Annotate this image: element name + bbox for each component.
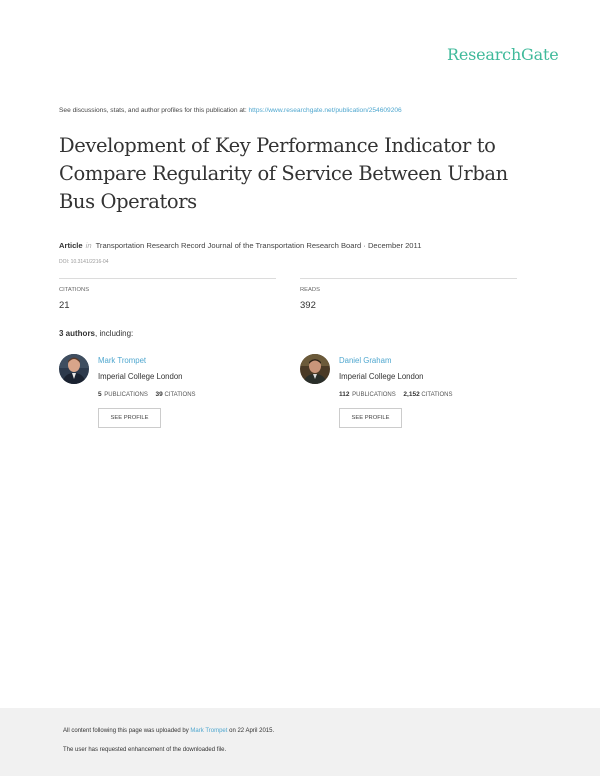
researchgate-logo[interactable]: ResearchGate — [447, 45, 559, 64]
author-publications-label: PUBLICATIONS — [352, 392, 396, 398]
author-citations-label: CITATIONS — [421, 392, 453, 398]
author-citations-label: CITATIONS — [164, 392, 196, 398]
discussions-text: See discussions, stats, and author profiles for this publication at: — [59, 107, 249, 114]
author-publications-label: PUBLICATIONS — [104, 392, 148, 398]
avatar[interactable] — [59, 354, 89, 384]
citations-count: 21 — [59, 300, 70, 311]
author-publications-count: 112 — [339, 391, 350, 398]
reads-count: 392 — [300, 300, 316, 311]
authors-count: 3 authors — [59, 329, 96, 338]
author-name[interactable]: Mark Trompet — [98, 356, 147, 365]
see-profile-button[interactable]: SEE PROFILE — [339, 408, 402, 428]
author-name[interactable]: Daniel Graham — [339, 356, 392, 365]
author-institution: Imperial College London — [339, 372, 424, 381]
footer — [0, 708, 600, 776]
author-card-mark-trompet — [59, 354, 279, 434]
article-doi: DOI: 10.3141/2216-04 — [59, 259, 109, 265]
author-citations-count: 39 — [155, 391, 163, 398]
citations-divider — [59, 278, 276, 279]
author-stats — [98, 391, 196, 398]
publication-title: Development of Key Performance Indicator to Compare Regularity of Service Between Urban Bus Operators — [59, 134, 508, 213]
author-publications-count: 5 — [98, 391, 102, 398]
authors-heading — [59, 329, 133, 338]
uploader-link[interactable]: Mark Trompet — [190, 728, 228, 734]
upload-suffix: on 22 April 2015. — [227, 728, 275, 734]
author-stats — [339, 391, 453, 398]
article-type: Article — [59, 241, 83, 250]
enhancement-notice: The user has requested enhancement of the downloaded file. — [63, 747, 227, 753]
article-in: in — [85, 241, 92, 250]
see-profile-button[interactable]: SEE PROFILE — [98, 408, 161, 428]
upload-prefix: All content following this page was uploaded by — [63, 728, 191, 734]
citations-label: CITATIONS — [59, 287, 90, 293]
avatar[interactable] — [300, 354, 330, 384]
upload-notice — [63, 728, 274, 734]
article-venue: Transportation Research Record Journal of the Transportation Research Board · December 2011 — [95, 241, 422, 250]
author-citations-count: 2,152 — [403, 391, 420, 398]
reads-label: READS — [300, 287, 320, 293]
publication-link[interactable]: https://www.researchgate.net/publication/254609206 — [248, 107, 402, 114]
reads-divider — [300, 278, 517, 279]
author-card-daniel-graham — [300, 354, 520, 434]
authors-suffix: , including: — [95, 329, 134, 338]
article-meta — [59, 241, 421, 250]
author-institution: Imperial College London — [98, 372, 183, 381]
discussions-notice — [59, 107, 402, 114]
